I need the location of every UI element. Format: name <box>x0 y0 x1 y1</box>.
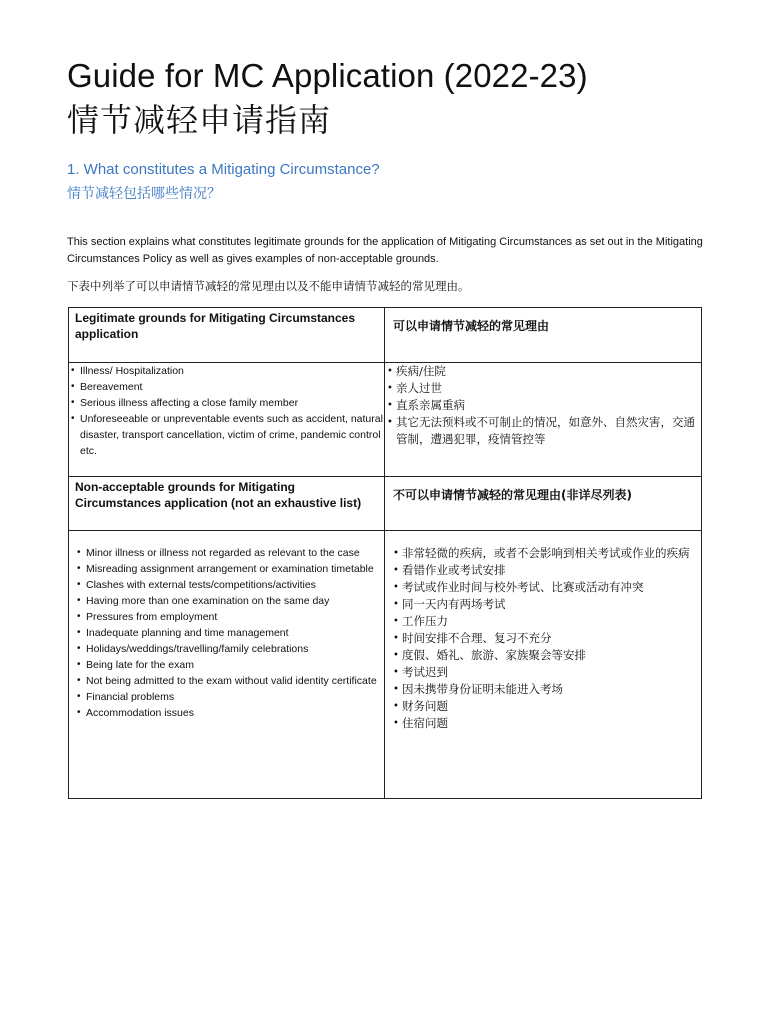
list-item: • 度假、婚礼、旅游、家族聚会等安排 <box>391 647 695 664</box>
nonacc-items-row <box>69 531 702 799</box>
grounds-table <box>68 307 702 799</box>
legit-items-cell-chinese <box>385 363 702 477</box>
list-item: • Bereavement <box>69 379 384 395</box>
nonacc-header-chinese: 不可以申请情节减轻的常见理由(非详尽列表) <box>393 488 632 502</box>
list-item: • 看错作业或考试安排 <box>391 562 695 579</box>
list-item: • Serious illness affecting a close family member <box>69 395 384 411</box>
list-item: • Financial problems <box>75 689 378 705</box>
nonacc-list-chinese <box>391 545 695 732</box>
legit-items-cell-english <box>69 363 385 477</box>
page-title-english: Guide for MC Application (2022-23) <box>67 57 588 94</box>
intro-paragraph-chinese: 下表中列举了可以申请情节减轻的常见理由以及不能申请情节减轻的常见理由。 <box>67 279 470 293</box>
list-item: • Holidays/weddings/travelling/family celebrations <box>75 641 378 657</box>
nonacc-items-cell-chinese <box>385 531 702 799</box>
list-item: • 亲人过世 <box>385 380 701 397</box>
legit-list-chinese <box>385 363 701 448</box>
list-item: • Unforeseeable or unpreventable events such as accident, natural disaster, transport cancellation, victim of crime, pandemic control etc. <box>69 411 384 459</box>
legit-header-cell-english <box>69 308 385 363</box>
list-item: • 同一天内有两场考试 <box>391 596 695 613</box>
legit-header-row <box>69 308 702 363</box>
legit-header-chinese: 可以申请情节减轻的常见理由 <box>393 319 550 333</box>
nonacc-header-row <box>69 477 702 531</box>
legit-items-row <box>69 363 702 477</box>
nonacc-header-english: Non-acceptable grounds for Mitigating Circumstances application (not an exhaustive list) <box>75 480 362 510</box>
list-item: • 工作压力 <box>391 613 695 630</box>
section-heading-english: 1. What constitutes a Mitigating Circumstance? <box>67 161 380 178</box>
list-item: • Having more than one examination on the same day <box>75 593 378 609</box>
list-item: • Being late for the exam <box>75 657 378 673</box>
list-item: • Pressures from employment <box>75 609 378 625</box>
section-heading-chinese: 情节减轻包括哪些情况？ <box>67 186 221 202</box>
list-item: • 考试迟到 <box>391 664 695 681</box>
list-item: • Accommodation issues <box>75 705 378 721</box>
list-item: • 疾病/住院 <box>385 363 701 380</box>
list-item: • Illness/ Hospitalization <box>69 363 384 379</box>
list-item: • 直系亲属重病 <box>385 397 701 414</box>
legit-header-cell-chinese <box>385 308 702 363</box>
intro-paragraph-english: This section explains what constitutes legitimate grounds for the application of Mitigating Circumstances as set out in the Mitigating Circumstances Policy as well as gives examples of non-acceptable grounds. <box>67 236 703 265</box>
list-item: • Minor illness or illness not regarded as relevant to the case <box>75 545 378 561</box>
list-item: • 时间安排不合理、复习不充分 <box>391 630 695 647</box>
list-item: • 住宿问题 <box>391 715 695 732</box>
list-item: • Inadequate planning and time management <box>75 625 378 641</box>
nonacc-header-cell-english <box>69 477 385 531</box>
legit-header-english: Legitimate grounds for Mitigating Circumstances application <box>75 311 356 341</box>
list-item: • 考试或作业时间与校外考试、比赛或活动有冲突 <box>391 579 695 596</box>
list-item: • Clashes with external tests/competitions/activities <box>75 577 378 593</box>
list-item: • Not being admitted to the exam without valid identity certificate <box>75 673 378 689</box>
list-item: • 因未携带身份证明未能进入考场 <box>391 681 695 698</box>
nonacc-header-cell-chinese <box>385 477 702 531</box>
legit-list-english <box>69 363 384 459</box>
nonacc-items-cell-english <box>69 531 385 799</box>
list-item: • 非常轻微的疾病，或者不会影响到相关考试或作业的疾病 <box>391 545 695 562</box>
list-item: • Misreading assignment arrangement or examination timetable <box>75 561 378 577</box>
list-item: • 财务问题 <box>391 698 695 715</box>
list-item: • 其它无法预料或不可制止的情况，如意外、自然灾害，交通管制，遭遇犯罪，疫情管控等 <box>385 414 701 448</box>
nonacc-list-english <box>75 545 378 721</box>
page-title-chinese: 情节减轻申请指南 <box>67 101 332 139</box>
